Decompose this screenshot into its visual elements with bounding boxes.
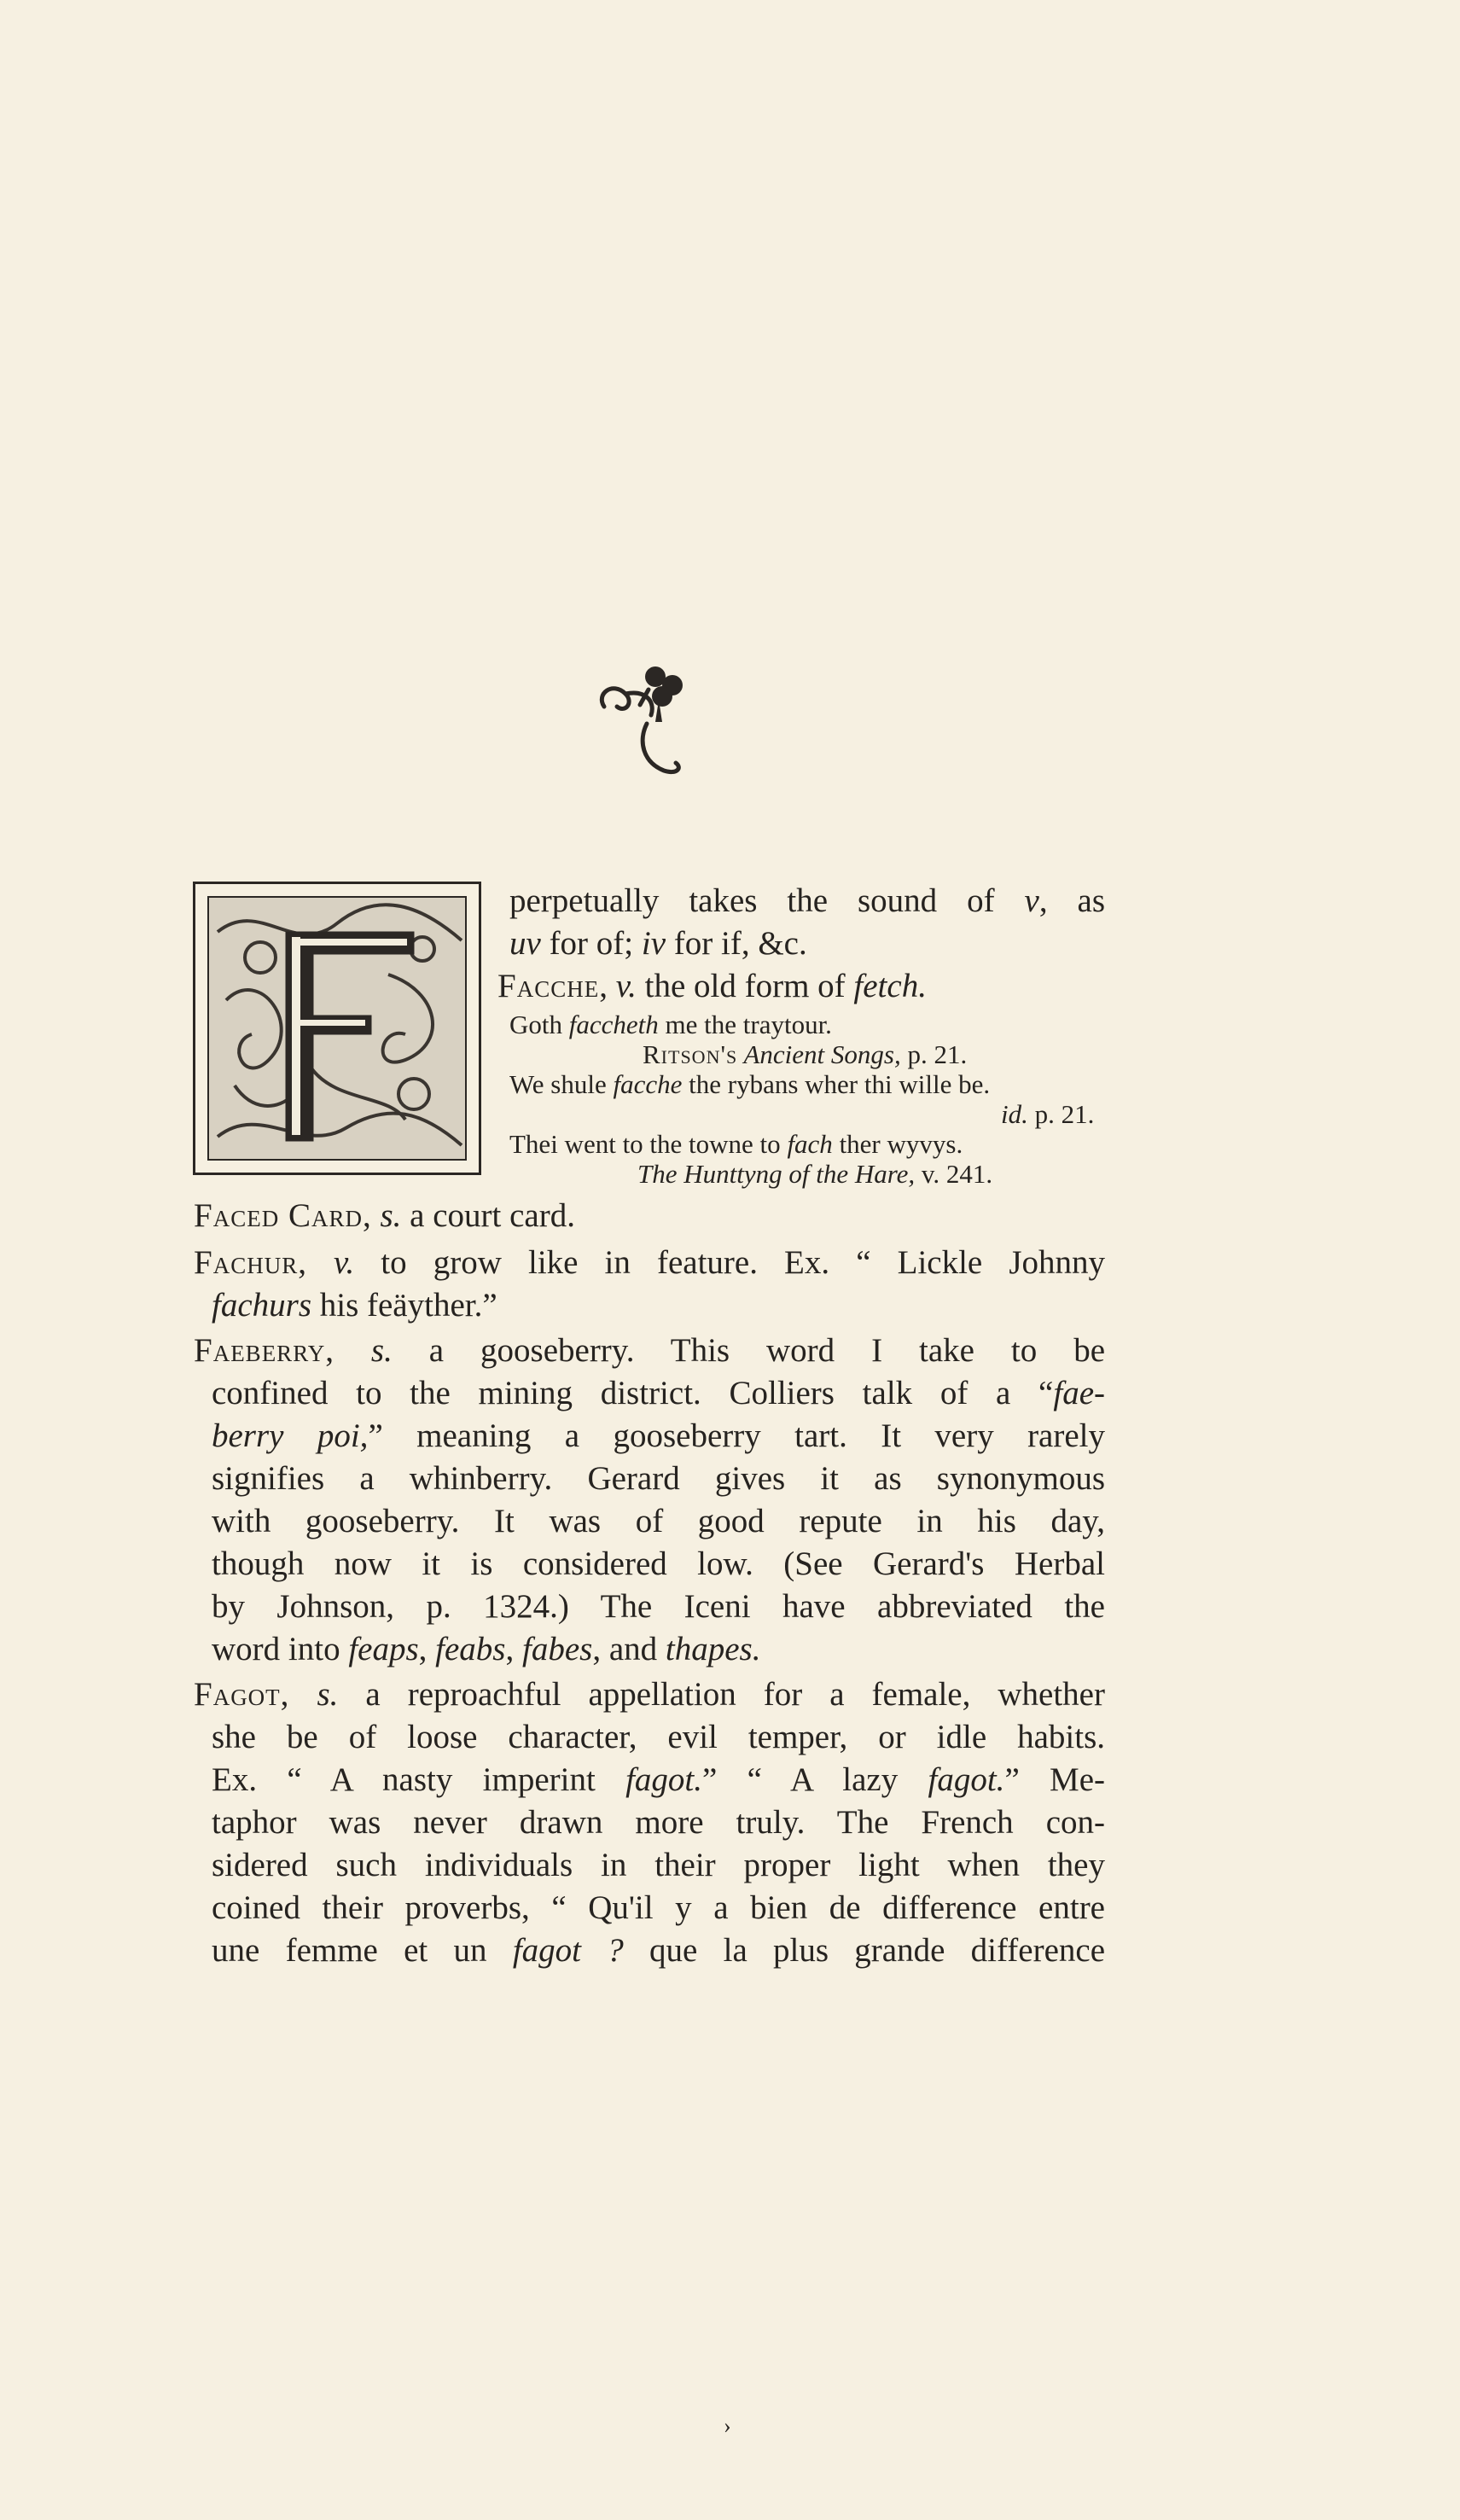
intro-text: for if, &c.	[666, 925, 807, 962]
initial-ornament-icon	[209, 898, 467, 1161]
example-word: uv	[509, 925, 541, 962]
example-word: iv	[641, 925, 666, 962]
headword: Faced Card,	[194, 1197, 372, 1234]
example-word: berry poi,	[212, 1417, 369, 1454]
body-text: by Johnson, p. 1324.) The Iceni have abbreviated the	[212, 1588, 1105, 1625]
quote-text: me the traytour.	[658, 1010, 832, 1039]
body-text: word into	[212, 1631, 349, 1667]
intro-text: for of;	[540, 925, 642, 962]
example-word: fae-	[1053, 1375, 1105, 1411]
source-title: The Hunttyng of the Hare,	[637, 1159, 916, 1189]
body-text: Ex. “ A nasty imperint	[212, 1761, 626, 1798]
decorated-initial	[193, 882, 481, 1175]
entry-faced-card	[194, 1195, 575, 1237]
body-text: une femme et un	[212, 1932, 513, 1969]
entry-fachur-line-2	[212, 1284, 497, 1327]
entry-fagot-line-6	[212, 1887, 1105, 1929]
entry-fagot	[194, 1673, 1105, 1716]
entry-faeberry-line-7	[212, 1586, 1105, 1628]
example-word: fabes	[521, 1631, 593, 1667]
headword: Fagot,	[194, 1676, 290, 1713]
body-text: ” “ A lazy	[701, 1761, 928, 1798]
source-page: v. 241.	[915, 1159, 993, 1189]
entry-faeberry-line-8	[212, 1628, 760, 1671]
source-2	[1001, 1099, 1094, 1130]
headword: Facche	[497, 968, 600, 1004]
body-text: ,	[505, 1631, 522, 1667]
quote-text: ther wyvys.	[832, 1129, 963, 1159]
entry-fagot-line-5	[212, 1844, 1105, 1887]
source-3	[637, 1159, 992, 1190]
example-word: feabs	[435, 1631, 506, 1667]
gloss-word: fetch.	[853, 968, 927, 1004]
quote-word: facche	[613, 1069, 683, 1099]
body-text: confined to the mining district. Colliers talk of a “	[212, 1375, 1054, 1411]
body-text: though now it is considered low. (See Gerard's Herbal	[212, 1545, 1105, 1582]
intro-letter-v: v	[1024, 882, 1039, 919]
quote-word: faccheth	[568, 1010, 659, 1039]
part-of-speech: v.	[615, 968, 637, 1004]
quote-text: Goth	[509, 1010, 569, 1039]
entry-faeberry-line-4	[212, 1458, 1105, 1500]
entry-fagot-line-3	[212, 1759, 1105, 1801]
definition: the old form of	[636, 968, 854, 1004]
example-word: fagot.	[928, 1761, 1005, 1798]
example-text: his feäyther.”	[311, 1287, 497, 1324]
body-text: , and	[592, 1631, 666, 1667]
definition: a gooseberry. This word I take to be	[392, 1332, 1106, 1369]
source-page: p. 21.	[1027, 1099, 1095, 1129]
body-text: ” Me-	[1004, 1761, 1105, 1798]
body-text: coined their proverbs, “ Qu'il y a bien de difference entre	[212, 1889, 1105, 1926]
example-word: fagot ?	[512, 1932, 624, 1969]
quote-text: the rybans wher thi wille be.	[682, 1069, 991, 1099]
intro-line-1	[509, 880, 1105, 922]
example-word: fagot.	[625, 1761, 702, 1798]
example-word: fachurs	[212, 1287, 311, 1324]
entry-faeberry-line-6	[212, 1543, 1105, 1586]
source-ibid: id.	[1001, 1099, 1028, 1129]
quote-word: fach	[787, 1129, 833, 1159]
source-author: Ritson's	[643, 1039, 738, 1069]
fleuron-ornament-icon	[587, 655, 715, 783]
body-text: with gooseberry. It was of good repute in his day,	[212, 1503, 1105, 1539]
source-page: p. 21.	[900, 1039, 968, 1069]
part-of-speech: v.	[306, 1244, 355, 1281]
source-1	[643, 1039, 967, 1070]
body-text: she be of loose character, evil temper, or idle habits.	[212, 1719, 1105, 1755]
body-text: ” meaning a gooseberry tart. It very rarely	[368, 1417, 1106, 1454]
entry-fagot-line-2	[212, 1716, 1105, 1759]
entry-faeberry	[194, 1330, 1105, 1372]
quote-text: We shule	[509, 1069, 614, 1099]
source-title: Ancient Songs,	[737, 1039, 901, 1069]
headword: Fachur,	[194, 1244, 307, 1281]
example-word: feaps	[348, 1631, 419, 1667]
definition: a reproachful appellation for a female, whether	[338, 1676, 1105, 1713]
definition: a court card.	[401, 1197, 575, 1234]
page-mark: ›	[724, 2413, 731, 2438]
part-of-speech: s.	[334, 1332, 393, 1369]
body-text: que la plus grande difference	[623, 1932, 1106, 1969]
entry-fachur	[194, 1242, 1105, 1284]
intro-text: perpetually takes the sound of	[509, 882, 1025, 919]
intro-text: , as	[1038, 882, 1105, 919]
body-text: ,	[418, 1631, 436, 1667]
body-text: sidered such individuals in their proper light when they	[212, 1847, 1105, 1883]
entry-faeberry-line-2	[212, 1372, 1105, 1415]
entry-fagot-line-4	[212, 1801, 1105, 1844]
intro-line-2	[509, 922, 807, 965]
quotation-3	[509, 1129, 963, 1160]
quote-text: Thei went to the towne to	[509, 1129, 788, 1159]
entry-fagot-line-7	[212, 1929, 1105, 1972]
example-word: thapes.	[665, 1631, 761, 1667]
entry-faeberry-line-5	[212, 1500, 1105, 1543]
part-of-speech: s.	[289, 1676, 339, 1713]
part-of-speech: s.	[371, 1197, 402, 1234]
headword: Faeberry,	[194, 1332, 334, 1369]
quotation-1	[509, 1010, 832, 1040]
body-text: signifies a whinberry. Gerard gives it as synonymous	[212, 1460, 1105, 1497]
body-text: taphor was never drawn more truly. The French con-	[212, 1804, 1105, 1841]
entry-faeberry-line-3	[212, 1415, 1105, 1458]
quotation-2	[509, 1069, 990, 1100]
definition: to grow like in feature. Ex. “ Lickle Johnny	[354, 1244, 1106, 1281]
entry-facche: Facche, v. the old form of fetch.	[497, 968, 927, 1004]
